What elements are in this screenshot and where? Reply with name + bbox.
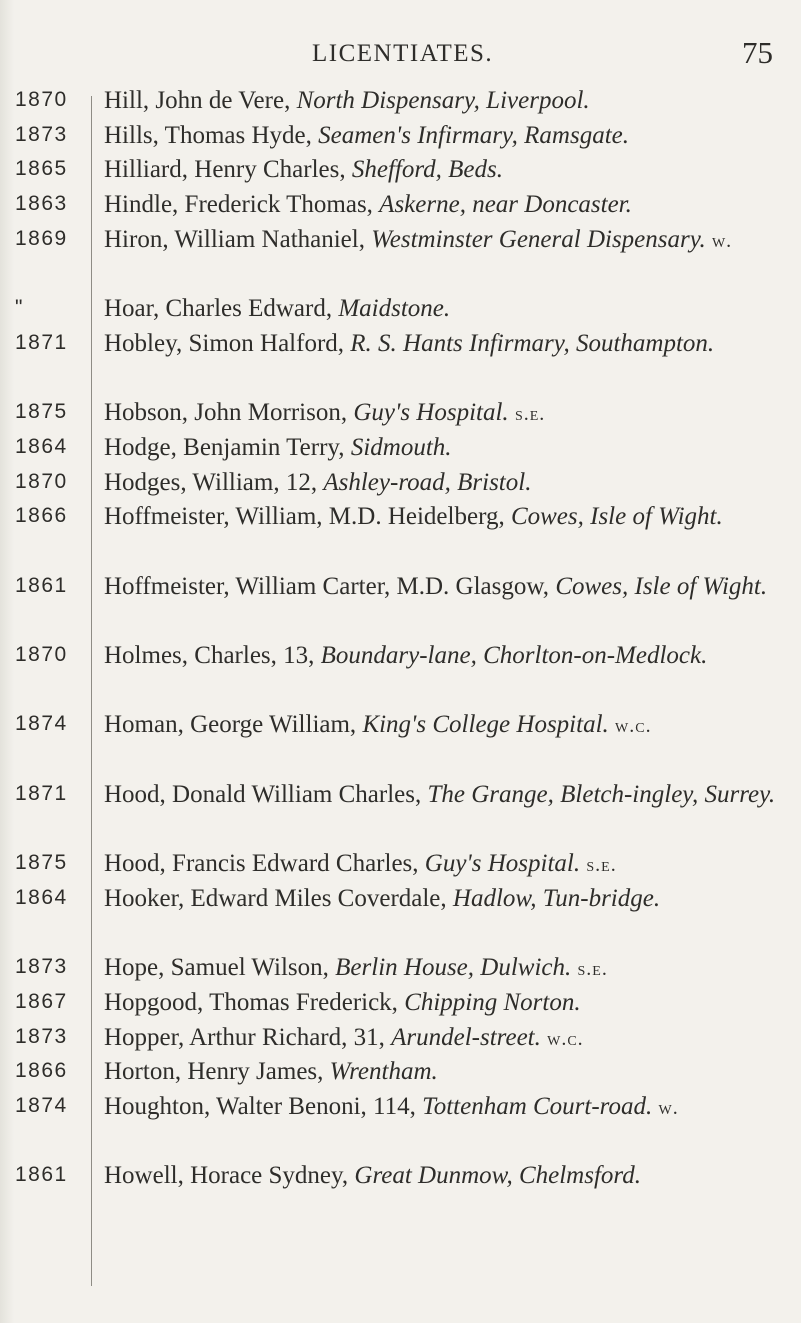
entry-name: Hodges, William, 12, [104,468,318,496]
entry-place: Seamen's Infirmary, Ramsgate. [318,121,629,149]
entry-text [104,223,801,259]
entry-year: 1864 [15,434,68,458]
entry-district: s.e. [514,403,546,426]
entry-district: s.e. [577,958,608,981]
entry-place: Guy's Hospital. [424,850,581,878]
entry-place: The Grange, Bletch-ingley, Surrey. [427,780,776,808]
entry-name: Hood, Francis Edward Charles, [104,850,419,878]
entry-year: 1870 [15,469,68,493]
entry-place: Arundel-street. [391,1023,541,1051]
entry-year: " [15,296,24,320]
entry-place: Hadlow, Tun-bridge. [452,884,661,912]
list-item [0,396,801,431]
entry-district: w.c. [547,1027,584,1050]
entry-year: 1865 [15,157,68,181]
list-item [0,570,801,639]
entry-year: 1861 [15,1163,68,1187]
list-item [0,431,801,466]
entry-text [104,1090,801,1126]
entry-place: Wrentham. [329,1058,438,1086]
entry-name: Hoffmeister, William Carter, M.D. Glasgow, [104,572,550,600]
entry-name: Hopper, Arthur Richard, 31, [104,1023,385,1051]
entry-year: 1873 [15,955,68,979]
entry-name: Howell, Horace Sydney, [104,1162,349,1190]
entry-place: Westminster General Dispensary. [371,225,706,253]
entry-name: Holmes, Charles, 13, [104,642,315,670]
entry-place: Ashley-road, Bristol. [323,468,532,496]
entry-year: 1871 [15,330,68,354]
list-item [0,500,801,569]
list-item [0,153,801,188]
entry-name: Hoffmeister, William, M.D. Heidelberg, [104,503,505,531]
entry-place: King's College Hospital. [362,711,609,739]
entry-name: Hodge, Benjamin Terry, [104,433,345,461]
entry-text [104,570,801,606]
entry-year: 1863 [15,192,68,216]
entry-name: Horton, Henry James, [104,1058,324,1086]
list-item [0,1021,801,1056]
entry-place: Cowes, Isle of Wight. [555,572,768,600]
entry-name: Hills, Thomas Hyde, [104,121,312,149]
entry-place: Great Dunmow, Chelmsford. [354,1162,641,1190]
list-item [0,1055,801,1090]
entry-text [104,396,801,432]
list-item [0,778,801,847]
entry-place: Maidstone. [338,295,451,323]
entry-place: Askerne, near Doncaster. [379,191,632,219]
entry-text [104,847,801,883]
entry-text [104,466,801,502]
entry-year: 1875 [15,400,68,424]
list-item [0,847,801,882]
entry-year: 1861 [15,573,68,597]
entry-name: Hiron, William Nathaniel, [104,225,365,253]
list-item [0,84,801,119]
entry-place: Tottenham Court-road. [422,1093,653,1121]
entry-name: Hobson, John Morrison, [104,399,348,427]
entry-year: 1873 [15,122,68,146]
list-item [0,639,801,708]
list-item [0,119,801,154]
entry-year: 1873 [15,1024,68,1048]
list-item [0,188,801,223]
entry-text [104,292,801,328]
entry-place: North Dispensary, Liverpool. [296,87,590,114]
list-item [0,1159,801,1194]
entry-text [104,500,801,536]
list-item [0,223,801,292]
entry-text [104,986,801,1022]
entry-text [104,951,801,987]
entry-year: 1874 [15,712,68,736]
entry-text [104,327,801,363]
entry-year: 1867 [15,990,68,1013]
entry-name: Hilliard, Henry Charles, [104,156,346,184]
entry-district: w.c. [615,715,652,738]
entry-text [104,1021,801,1057]
list-item [0,708,801,777]
entry-name: Hindle, Frederick Thomas, [104,191,373,219]
entry-place: Sidmouth. [350,433,452,461]
list-item [0,1090,801,1159]
entry-text [104,119,801,155]
list-item [0,986,801,1021]
entry-name: Homan, George William, [104,711,357,739]
entry-place: Shefford, Beds. [351,156,503,184]
entry-text [104,639,801,675]
entry-place: Cowes, Isle of Wight. [510,503,723,531]
entry-year: 1866 [15,504,68,528]
entry-text [104,153,801,189]
list-item [0,292,801,327]
entry-text [104,1159,801,1195]
entry-district: s.e. [586,854,617,877]
page-header [0,35,801,80]
entry-name: Hood, Donald William Charles, [104,780,422,808]
entry-year: 1869 [15,226,68,250]
list-item [0,882,801,951]
entry-text [104,1055,801,1091]
entry-name: Hopgood, Thomas Frederick, [104,989,398,1016]
entry-name: Hobley, Simon Halford, [104,329,345,357]
entry-district: w. [711,229,733,252]
entry-place: Guy's Hospital. [353,399,509,427]
entry-name: Hill, John de Vere, [104,87,291,114]
entry-place: R. S. Hants Infirmary, Southampton. [350,329,715,357]
list-item [0,951,801,986]
entry-name: Hooker, Edward Miles Coverdale, [104,884,447,912]
entry-text [104,188,801,224]
entry-text [104,431,801,467]
entry-year: 1874 [15,1094,68,1118]
entry-year: 1866 [15,1059,68,1083]
entry-text [104,882,801,918]
list-item [0,466,801,501]
entry-place: Berlin House, Dulwich. [335,954,572,982]
running-title: LICENTIATES. [312,40,494,67]
entry-text [104,84,801,120]
entry-text [104,778,801,814]
entry-district: w. [658,1097,679,1120]
entry-place: Boundary-lane, Chorlton-on-Medlock. [320,642,708,670]
entry-name: Houghton, Walter Benoni, 114, [104,1093,416,1121]
entry-place: Chipping Norton. [404,989,581,1016]
entry-year: 1870 [15,88,68,111]
entry-year: 1870 [15,643,68,667]
entry-year: 1864 [15,885,68,909]
entry-name: Hope, Samuel Wilson, [104,954,329,982]
list-item [0,327,801,396]
entry-text [104,708,801,744]
licentiate-list [0,84,801,1194]
page-number: 75 [742,35,773,70]
entry-year: 1871 [15,781,68,805]
entry-name: Hoar, Charles Edward, [104,295,333,323]
entry-year: 1875 [15,851,68,875]
